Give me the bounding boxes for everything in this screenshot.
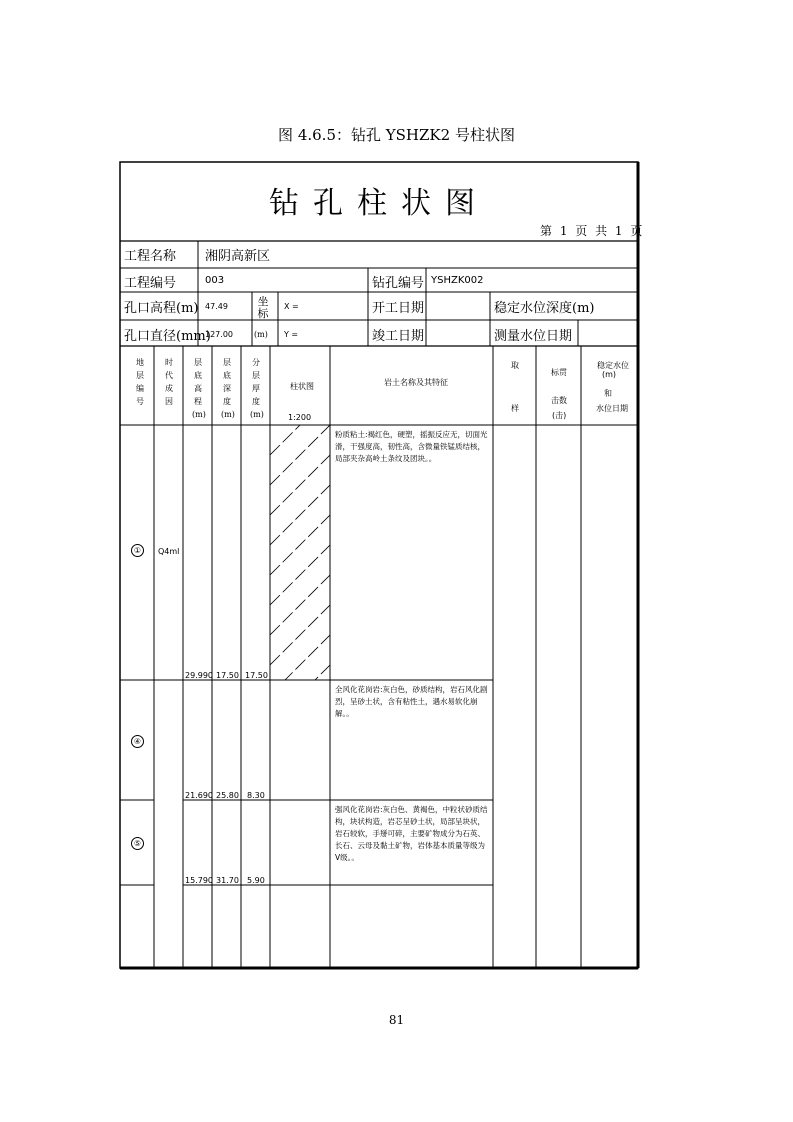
col-spt-b: 击数 (551, 396, 567, 405)
layer-depth: 17.50 (216, 671, 239, 680)
layer-no: ① (131, 544, 144, 557)
page-number: 81 (388, 1013, 405, 1027)
layer-age: Q4ml (158, 547, 180, 556)
col-water-b: (m) (602, 370, 617, 379)
figure-caption: 图 4.6.5：钻孔 YSHZK2 号柱状图 (278, 126, 515, 144)
layer-desc: 全风化花岗岩:灰白色，砂质结构，岩石风化剧烈，呈砂土状，含有粘性土，遇水易软化崩解。。 (335, 685, 488, 718)
layer-no: ④ (131, 735, 144, 748)
layer-thick: 8.30 (247, 791, 265, 800)
col-water-c: 和 (604, 389, 612, 398)
layer-depth: 31.70 (216, 876, 239, 885)
layer-desc: 粉质粘土:褐红色，硬塑，摇振反应无，切面光滑，干强度高，韧性高，含微量铁锰质结核，局部夹杂高岭土条纹及团块。。 (335, 430, 488, 463)
col-water-d: 水位日期 (596, 404, 628, 413)
layer-thick: 17.50 (245, 671, 268, 680)
layer-thick: 5.90 (247, 876, 265, 885)
layer-no: ⑤ (131, 837, 144, 850)
big-title: 钻孔柱状图 (269, 186, 489, 221)
end-date-label: 竣工日期 (372, 329, 425, 344)
col-spt-a: 标贯 (551, 368, 567, 377)
project-no: 003 (205, 275, 225, 286)
col-water-a: 稳定水位 (597, 361, 629, 370)
layer-elev: 29.990 (185, 671, 213, 680)
x-label: X = (284, 302, 299, 311)
hole-no: YSHZK002 (431, 275, 484, 286)
layer-elev: 21.690 (185, 791, 213, 800)
column-hatch (270, 395, 330, 725)
project-name: 湘阴高新区 (205, 249, 271, 264)
col-scale: 1:200 (288, 413, 312, 422)
elevation: 47.49 (205, 302, 228, 311)
col-layer-no: 地层编号 (136, 358, 144, 406)
hole-no-label: 钻孔编号 (372, 276, 425, 291)
coord-label: 坐标 (257, 295, 269, 320)
col-sample-b: 样 (511, 404, 519, 413)
diameter: 127.00 (205, 330, 233, 339)
col-bottom-elev: 层底高程(m) (192, 358, 206, 419)
project-no-label: 工程编号 (124, 276, 177, 291)
col-age: 时代成因 (165, 358, 173, 406)
elevation-label: 孔口高程(m) (124, 301, 199, 316)
col-thickness: 分层厚度(m) (250, 358, 264, 419)
col-column: 柱状图 (290, 382, 314, 391)
coord-unit: (m) (254, 330, 268, 339)
layer-elev: 15.790 (185, 876, 213, 885)
col-description: 岩土名称及其特征 (384, 378, 448, 387)
stable-water-label: 稳定水位深度(m) (494, 301, 595, 316)
page-info: 第 1 页 共 1 页 (540, 224, 643, 238)
col-bottom-depth: 层底深度(m) (221, 358, 235, 419)
measure-water-label: 测量水位日期 (494, 329, 573, 344)
col-spt-c: (击) (552, 411, 567, 420)
layer-desc: 强风化花岗岩:灰白色、黄褐色，中粒状砂质结构，块状构造，岩芯呈砂土状，局部呈块状，岩石较软，手掰可碎，主要矿物成分为石英、长石、云母及黏土矿物，岩体基本质量等级为V级。。 (335, 805, 488, 862)
layer-depth: 25.80 (216, 791, 239, 800)
y-label: Y = (284, 330, 299, 339)
diameter-label: 孔口直径(mm) (124, 329, 211, 344)
col-sample-a: 取 (511, 361, 519, 370)
project-name-label: 工程名称 (124, 249, 177, 264)
start-date-label: 开工日期 (372, 301, 425, 316)
